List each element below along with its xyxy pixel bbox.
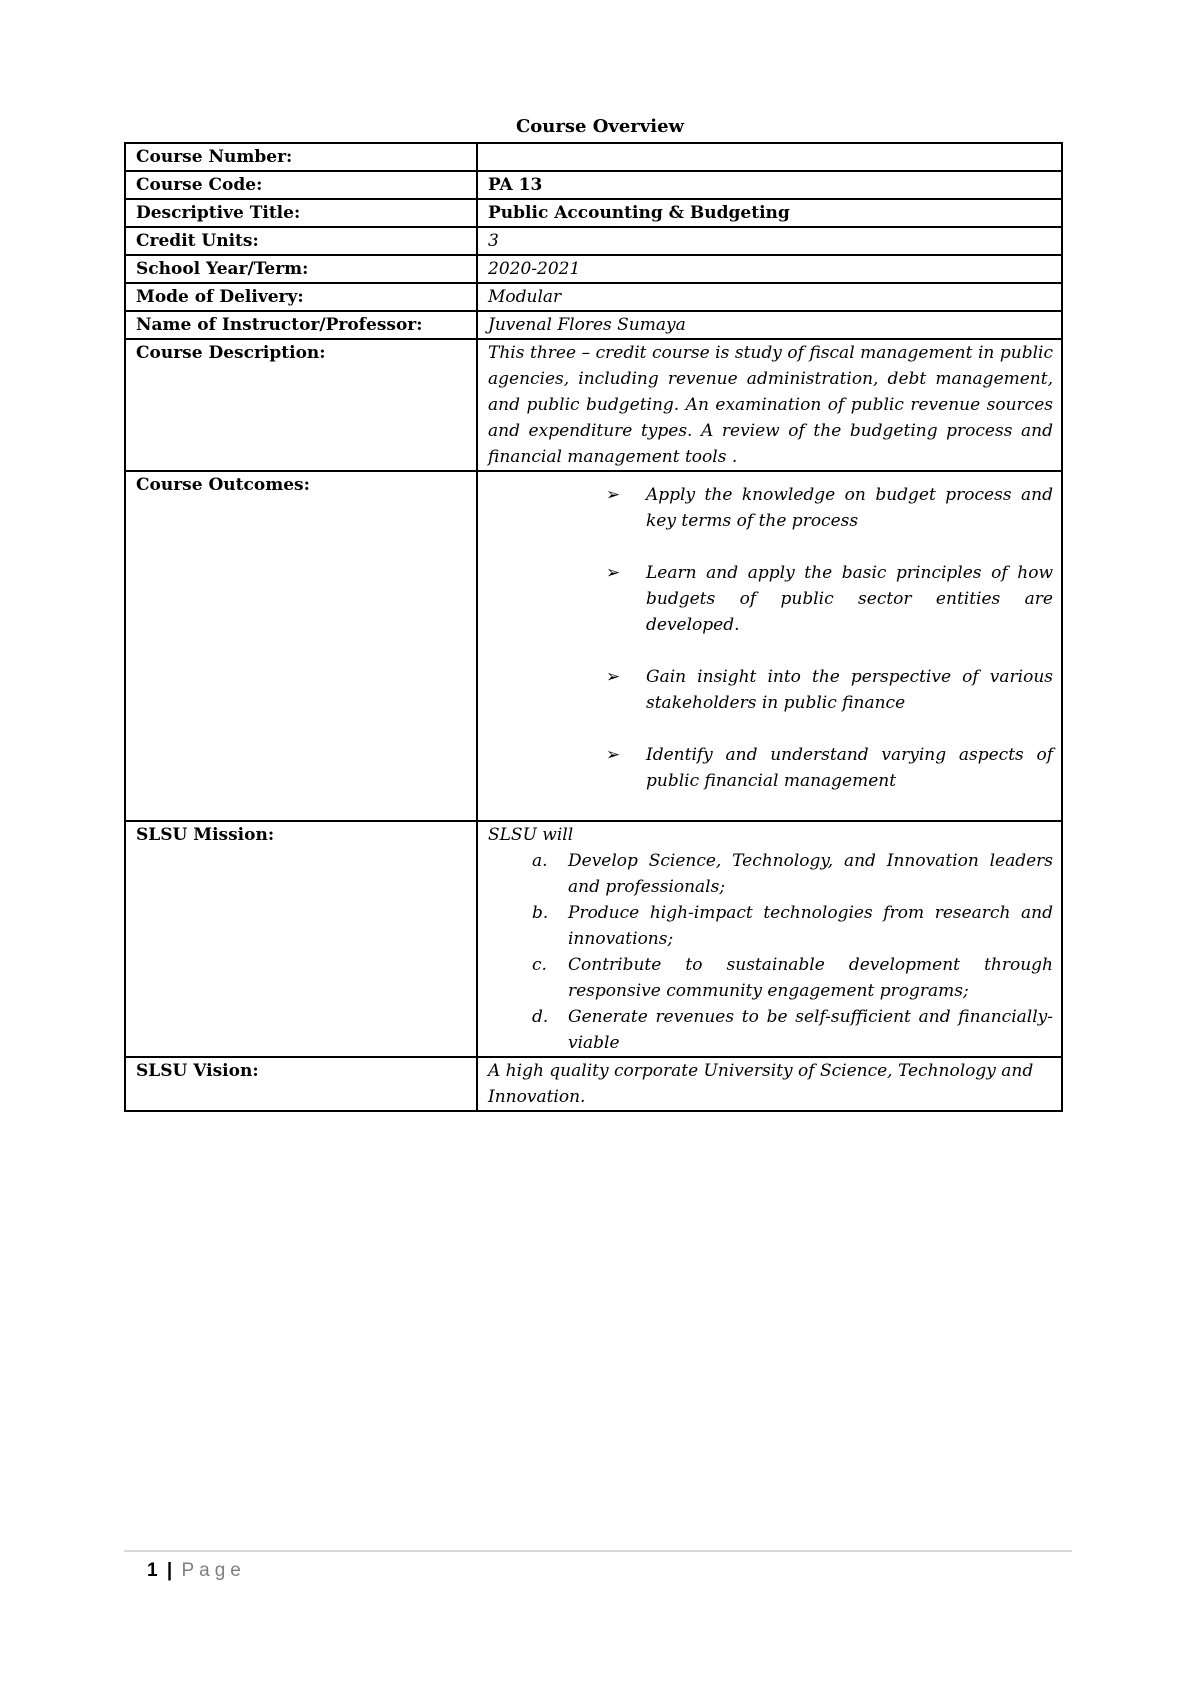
descriptive-title-value: Public Accounting & Budgeting xyxy=(477,199,1062,227)
table-row xyxy=(125,311,1062,339)
list-item xyxy=(532,1004,1053,1056)
course-outcomes-label: Course Outcomes: xyxy=(125,471,477,821)
outcome-text: Learn and apply the basic principles of how budgets of public sector entities are developed. xyxy=(646,563,1053,635)
course-code-label: Course Code: xyxy=(125,171,477,199)
arrow-bullet-icon: ➢ xyxy=(606,667,621,687)
mission-text: Produce high-impact technologies from research and innovations; xyxy=(568,903,1053,949)
course-number-value xyxy=(477,143,1062,171)
table-row xyxy=(125,471,1062,821)
page-title: Course Overview xyxy=(515,116,685,137)
page-word: Page xyxy=(181,1560,246,1581)
table-row xyxy=(125,339,1062,471)
list-item xyxy=(532,848,1053,900)
course-outcomes-list xyxy=(488,482,1053,794)
mission-text: Develop Science, Technology, and Innovation leaders and professionals; xyxy=(568,851,1053,897)
list-item xyxy=(532,952,1053,1004)
table-row xyxy=(125,227,1062,255)
slsu-mission-label: SLSU Mission: xyxy=(125,821,477,1057)
list-marker: d. xyxy=(532,1007,549,1027)
mission-text: Contribute to sustainable development through responsive community engagement programs; xyxy=(568,955,1053,1001)
list-marker: b. xyxy=(532,903,549,923)
footer-separator: | xyxy=(166,1560,173,1581)
mission-list xyxy=(488,848,1053,1056)
list-marker: c. xyxy=(532,955,547,975)
slsu-vision-value: A high quality corporate University of Science, Technology and Innovation. xyxy=(477,1057,1062,1111)
descriptive-title-label: Descriptive Title: xyxy=(125,199,477,227)
school-year-label: School Year/Term: xyxy=(125,255,477,283)
outcome-text: Apply the knowledge on budget process and key terms of the process xyxy=(646,485,1053,531)
list-item xyxy=(606,742,1053,794)
instructor-label: Name of Instructor/Professor: xyxy=(125,311,477,339)
course-number-label: Course Number: xyxy=(125,143,477,171)
course-code-value: PA 13 xyxy=(477,171,1062,199)
course-description-value: This three – credit course is study of fiscal management in public agencies, including revenue administration, debt management, and public budgeting. An examination of public revenue sources and expenditure types. A review of the budgeting process and financial management tools . xyxy=(477,339,1062,471)
list-item xyxy=(606,664,1053,716)
course-overview-table xyxy=(124,142,1063,1112)
credit-units-value: 3 xyxy=(477,227,1062,255)
table-row xyxy=(125,1057,1062,1111)
arrow-bullet-icon: ➢ xyxy=(606,485,621,505)
list-item xyxy=(606,560,1053,638)
course-description-label: Course Description: xyxy=(125,339,477,471)
mission-intro: SLSU will xyxy=(488,825,574,845)
school-year-value: 2020-2021 xyxy=(477,255,1062,283)
slsu-mission-cell xyxy=(477,821,1062,1057)
table-row xyxy=(125,821,1062,1057)
table-row xyxy=(125,199,1062,227)
page-footer xyxy=(147,1560,246,1582)
table-row xyxy=(125,143,1062,171)
mode-of-delivery-value: Modular xyxy=(477,283,1062,311)
mode-of-delivery-label: Mode of Delivery: xyxy=(125,283,477,311)
arrow-bullet-icon: ➢ xyxy=(606,563,621,583)
list-item xyxy=(606,482,1053,534)
outcome-text: Identify and understand varying aspects of public financial management xyxy=(646,745,1053,791)
arrow-bullet-icon: ➢ xyxy=(606,745,621,765)
mission-text: Generate revenues to be self-sufficient and financially-viable xyxy=(568,1007,1053,1053)
list-marker: a. xyxy=(532,851,548,871)
page-number: 1 xyxy=(147,1560,158,1581)
footer-divider xyxy=(124,1550,1072,1552)
table-row xyxy=(125,283,1062,311)
table-row xyxy=(125,255,1062,283)
list-item xyxy=(532,900,1053,952)
course-outcomes-cell xyxy=(477,471,1062,821)
table-row xyxy=(125,171,1062,199)
slsu-vision-label: SLSU Vision: xyxy=(125,1057,477,1111)
instructor-value: Juvenal Flores Sumaya xyxy=(477,311,1062,339)
credit-units-label: Credit Units: xyxy=(125,227,477,255)
outcome-text: Gain insight into the perspective of various stakeholders in public finance xyxy=(646,667,1053,713)
